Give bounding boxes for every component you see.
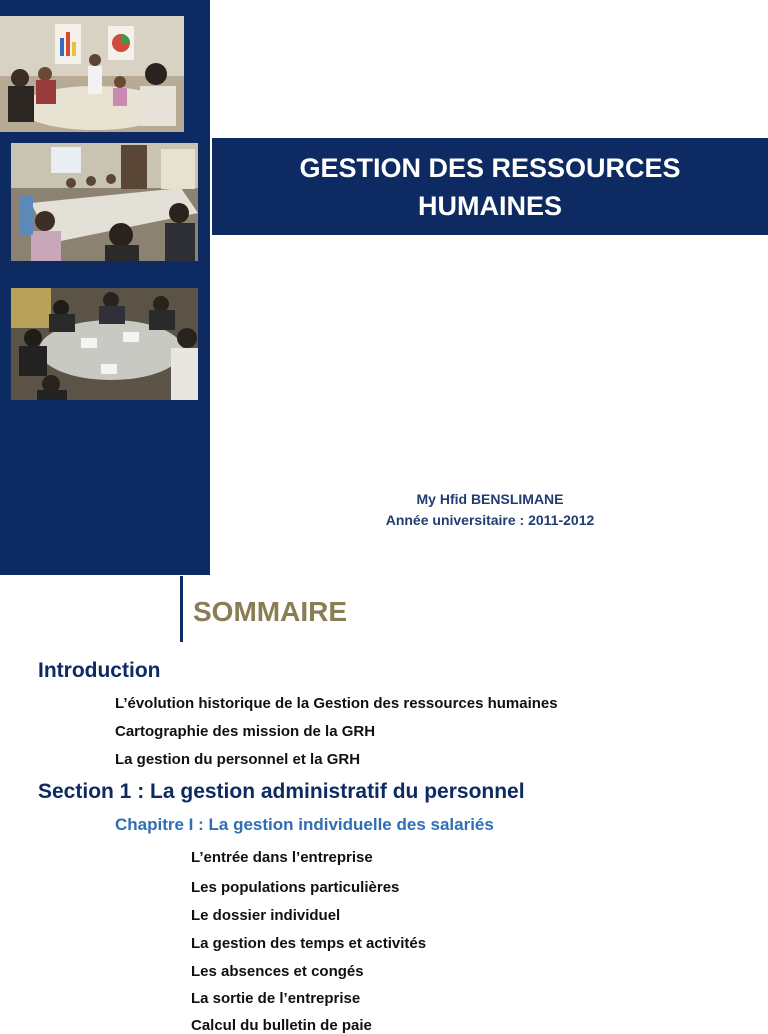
sommaire-title: SOMMAIRE (193, 596, 347, 627)
toc-item: L’évolution historique de la Gestion des ressources humaines (115, 695, 558, 712)
author-name: My Hfid BENSLIMANE (416, 491, 564, 507)
toc-item: Cartographie des mission de la GRH (115, 723, 376, 740)
toc-item: La gestion du personnel et la GRH (115, 751, 361, 768)
toc-heading-chapter-1: Chapitre I : La gestion individuelle des salariés (115, 815, 494, 834)
toc-item: La sortie de l’entreprise (191, 990, 361, 1007)
classroom-photo (11, 143, 198, 261)
toc-item: La gestion des temps et activités (191, 935, 427, 952)
toc-item: Les populations particulières (191, 879, 400, 896)
academic-year: Année universitaire : 2011-2012 (385, 512, 595, 528)
toc-item: L’entrée dans l’entreprise (191, 849, 373, 866)
cover-side-panel (0, 0, 210, 575)
toc-item: Les absences et congés (191, 963, 364, 980)
author-block (212, 489, 768, 531)
round-table-photo (11, 288, 198, 400)
toc-item: Calcul du bulletin de paie (191, 1017, 372, 1034)
toc-heading-section-1: Section 1 : La gestion administratif du personnel (38, 780, 525, 803)
sommaire-divider (180, 576, 183, 642)
cover-title-band (212, 138, 768, 235)
meeting-photo (0, 16, 184, 132)
toc-item: Le dossier individuel (191, 907, 341, 924)
toc-heading-introduction: Introduction (38, 659, 161, 682)
document-title: GESTION DES RESSOURCES HUMAINES (299, 152, 681, 221)
